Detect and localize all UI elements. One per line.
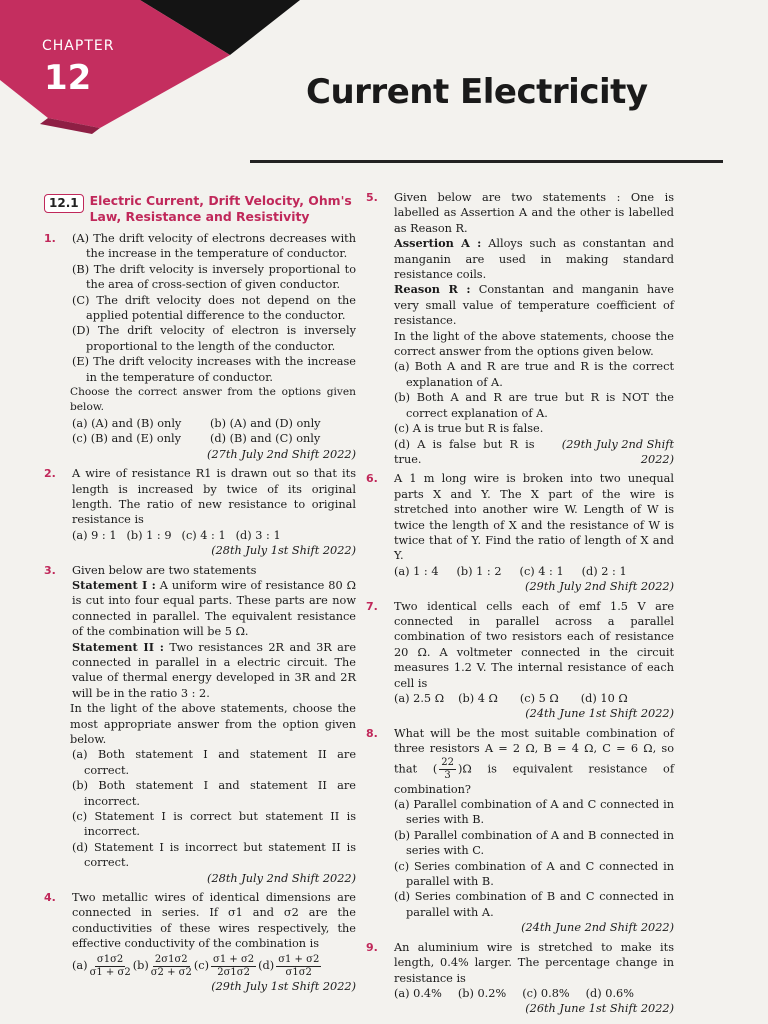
question-source: (24th June 2nd Shift 2022) <box>521 921 674 935</box>
left-column <box>44 193 356 998</box>
options-grid <box>72 416 356 447</box>
option: (d) Statement I is incorrect but statement II is correct. <box>72 840 356 870</box>
assertion <box>394 236 674 282</box>
question-source: (29th July 1st Shift 2022) <box>211 979 356 993</box>
option: (d) 0.6% <box>585 986 634 1000</box>
question-number: 3. <box>44 563 56 577</box>
chapter-number: 12 <box>44 58 92 98</box>
statement-label: Statement II : <box>72 639 164 654</box>
option: (b) (A) and (D) only <box>210 416 321 430</box>
option: (a) Both statement I and statement II are correct. <box>72 748 356 777</box>
question-text: Two identical cells each of emf 1.5 V are connected in parallel across a parallel combination of two resistors each of resistance 20 Ω. A voltmeter connected in the circuit measures 1.2 V. The internal resistance of each cell is <box>394 599 674 690</box>
question-text: Given below are two statements : One is labelled as Assertion A and the other is labelled as Reason R. <box>394 191 674 235</box>
question-3 <box>44 563 356 887</box>
option-label: (a) <box>72 959 88 973</box>
fraction-denominator: σ2 + σ2 <box>150 966 192 978</box>
statement-1 <box>72 578 356 640</box>
option: (b) 4 Ω <box>458 692 498 705</box>
section-title: Electric Current, Drift Velocity, Ohm's Law, Resistance and Resistivity <box>89 193 352 224</box>
fraction-denominator: σ1σ2 <box>285 966 312 978</box>
question-number: 4. <box>44 891 56 905</box>
reason <box>394 282 674 328</box>
option: (a) Parallel combination of A and C connected in series with B. <box>394 798 674 827</box>
title-rule <box>250 160 723 163</box>
option: (c) 4 : 1 <box>519 564 564 578</box>
question-source: (28th July 1st Shift 2022) <box>211 544 356 558</box>
question-number: 7. <box>366 599 378 613</box>
fraction-numerator: 22 <box>441 756 454 768</box>
question-text: A 1 m long wire is broken into two unequal parts X and Y. The X part of the wire is stretched into another wire W. Length of W is twice the length of X and the resistance of W is twice that of Y. Find the ratio of length of X and Y. <box>394 472 674 563</box>
options-row <box>394 564 674 579</box>
question-9 <box>366 940 674 1017</box>
options-row <box>394 986 674 1001</box>
question-text-part: What will be the most suitable combination of three resistors A = 2 Ω, B = 4 Ω, C = 6 Ω, so that <box>394 726 674 776</box>
section-badge: 12.1 <box>44 194 84 213</box>
question-6 <box>366 471 674 594</box>
option: (d) 3 : 1 <box>235 528 281 542</box>
question-7 <box>366 599 674 722</box>
option: (d) 10 Ω <box>580 692 628 705</box>
option: (a) 9 : 1 <box>72 528 117 542</box>
question-number: 5. <box>366 191 378 204</box>
option: (b) Both A and R are true but R is NOT the correct explanation of A. <box>394 391 674 420</box>
option: (a) 0.4% <box>394 986 442 1000</box>
fraction <box>211 954 256 979</box>
question-5 <box>366 190 674 467</box>
option: (c) A is true but R is false. <box>394 422 544 436</box>
option: (a) (A) and (B) only <box>72 416 182 430</box>
question-prompt: In the light of the above statements, choose the most appropriate answer from the option given below. <box>70 702 356 746</box>
statement-text: Two resistances 2R and 3R are connected in parallel in a electric circuit. The value of thermal energy developed in 3R and 2R will be in the ratio 3 : 2. <box>72 640 357 700</box>
question-text: An aluminium wire is stretched to make its length, 0.4% larger. The percentage change in resistance is <box>394 940 674 985</box>
question-source: (27th July 2nd Shift 2022) <box>207 447 356 461</box>
option: (d) (B) and (C) only <box>210 432 321 446</box>
fraction-numerator: 2σ1σ2 <box>154 953 188 965</box>
assertion-text: Alloys such as constantan and manganin are used in making standard resistance coils. <box>394 237 675 282</box>
question-text: What will be the most suitable combination of three resistors A = 2 Ω, B = 4 Ω, C = 6 Ω, so that ( $\frac{22}{3}$ )Ω is equivalent resistance of combination? <box>394 726 674 796</box>
section-heading <box>44 193 356 225</box>
statement-item: (E) The drift velocity increases with the increase in the temperature of conductor. <box>72 355 356 384</box>
question-2 <box>44 466 356 558</box>
fraction-numerator: σ1 + σ2 <box>213 953 255 965</box>
option: (a) 2.5 Ω <box>394 692 445 705</box>
statement-item: (B) The drift velocity is inversely proportional to the area of cross-section of given conductor. <box>72 262 356 292</box>
page-title: Current Electricity <box>306 72 648 112</box>
option-label: (b) <box>132 959 149 973</box>
fraction <box>439 757 456 782</box>
reason-text: Constantan and manganin have very small value of temperature coefficient of resistance. <box>394 283 674 328</box>
option: (a) 1 : 4 <box>394 564 439 578</box>
option-label: (d) <box>258 959 275 973</box>
question-source: (24th June 1st Shift 2022) <box>525 707 674 721</box>
question-text-part: Ω is equivalent resistance of combination? <box>394 762 674 796</box>
right-column <box>366 190 674 1021</box>
fraction <box>151 954 192 979</box>
question-intro: Given below are two statements <box>72 563 257 577</box>
fraction-denominator: 2σ1σ2 <box>217 966 250 978</box>
statement-item: (D) The drift velocity of electron is inversely proportional to the length of the conductor. <box>72 324 356 353</box>
options-row <box>394 691 674 706</box>
question-source: (29th July 2nd Shift 2022) <box>525 580 674 594</box>
fraction-options <box>72 954 356 979</box>
option: (b) Parallel combination of A and B connected in series with C. <box>394 828 674 858</box>
option: (b) 1 : 2 <box>456 564 502 578</box>
question-source: (28th July 2nd Shift 2022) <box>207 871 356 885</box>
question-prompt: In the light of the above statements, choose the correct answer from the options given below. <box>394 329 674 359</box>
question-prompt: Choose the correct answer from the options given below. <box>70 386 356 414</box>
fraction-denominator: 3 <box>444 769 451 781</box>
options-row <box>72 528 356 543</box>
option-label: (c) <box>193 959 210 973</box>
option-row <box>394 437 674 468</box>
question-1 <box>44 231 356 462</box>
option: (c) 0.8% <box>522 986 570 1000</box>
statement-2 <box>72 640 356 702</box>
question-number: 9. <box>366 940 378 954</box>
question-8 <box>366 726 674 936</box>
question-number: 6. <box>366 472 378 486</box>
statement-item: (C) The drift velocity does not depend on the applied potential difference to the conductor. <box>72 293 356 323</box>
fraction-numerator: σ1σ2 <box>96 953 124 965</box>
option: (c) Series combination of A and C connected in parallel with B. <box>394 859 674 889</box>
statement-item: (A) The drift velocity of electrons decreases with the increase in the temperature of conductor. <box>72 232 356 261</box>
question-text: Two metallic wires of identical dimensions are connected in series. If σ1 and σ2 are the conductivities of these wires respectively, the effective conductivity of the combination is <box>72 891 356 951</box>
statement-label: Statement I : <box>72 577 156 592</box>
option: (d) A is false but R is true. <box>394 437 535 466</box>
fraction-denominator: σ1 + σ2 <box>89 966 131 978</box>
question-4 <box>44 890 356 994</box>
fraction-numerator: σ1 + σ2 <box>278 953 320 965</box>
option: (c) Statement I is correct but statement II is incorrect. <box>72 810 356 839</box>
fraction <box>90 954 131 979</box>
chapter-label: CHAPTER <box>42 38 115 54</box>
question-number: 8. <box>366 726 378 740</box>
question-number: 2. <box>44 467 56 481</box>
option: (d) Series combination of B and C connected in parallel with A. <box>394 890 674 919</box>
option: (c) (B) and (E) only <box>72 432 181 446</box>
fraction <box>276 954 321 979</box>
option: (b) Both statement I and statement II are incorrect. <box>72 779 356 808</box>
option: (a) Both A and R are true and R is the correct explanation of A. <box>394 360 674 389</box>
question-text: A wire of resistance R1 is drawn out so that its length is increased by twice of its original length. The ratio of new resistance to original resistance is <box>72 467 356 527</box>
option: (c) 5 Ω <box>519 692 559 705</box>
reason-label: Reason R : <box>394 282 471 297</box>
question-source: (26th June 1st Shift 2022) <box>525 1002 674 1016</box>
option: (b) 1 : 9 <box>126 528 172 542</box>
option: (b) 0.2% <box>457 986 507 1000</box>
question-source: (29th July 2nd Shift 2022) <box>561 437 674 466</box>
statement-text: A uniform wire of resistance 80 Ω is cut into four equal parts. These parts are now connected in parallel. The equivalent resistance of the combination will be 5 Ω. <box>72 578 357 639</box>
question-number: 1. <box>44 232 56 245</box>
assertion-label: Assertion A : <box>394 236 482 251</box>
option: (d) 2 : 1 <box>581 564 627 578</box>
option: (c) 4 : 1 <box>181 528 226 542</box>
